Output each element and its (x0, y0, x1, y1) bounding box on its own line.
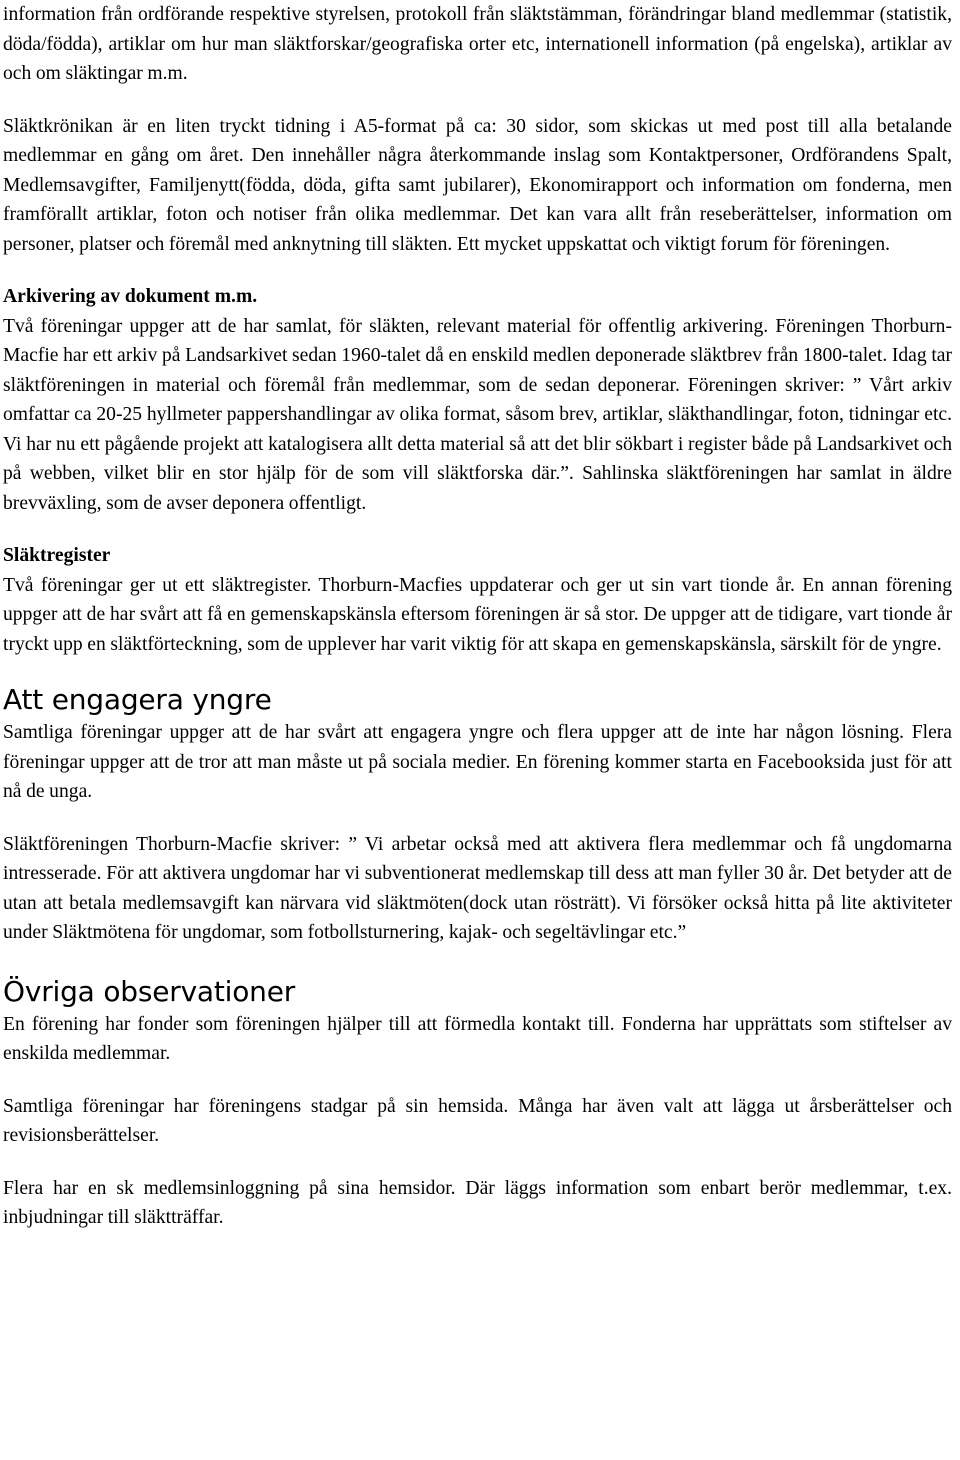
spacer (3, 1151, 952, 1174)
paragraph-slaktkronikan: Släktkrönikan är en liten tryckt tidning i A5-format på ca: 30 sidor, som skickas ut med post till alla betalande medlemmar en gång om året. Den innehåller några återkommande inslag som Kontaktpersoner, Ordförandens Spalt, Medlemsavgifter, Familjenytt(födda, döda, gifta samt jubilarer), Ekonomirapport och information om fonderna, men framförallt artiklar, foton och notiser från olika medlemmar. Det kan vara allt från reseberättelser, information om personer, platser och föremål med anknytning till släkten. Ett mycket uppskattat och viktigt forum för föreningen. (3, 115, 952, 255)
paragraph-fonder: En förening har fonder som föreningen hjälper till att förmedla kontakt till. Fonderna har upprättats som stiftelser av enskilda medlemmar. (3, 1013, 952, 1064)
paragraph-engagera-yngre: Samtliga föreningar uppger att de har svårt att engagera yngre och flera uppger att de inte har någon lösning. Flera föreningar uppger att de tror att man måste ut på sociala medier. En förening kommer starta en Facebooksida just för att nå de unga. (3, 722, 952, 802)
heading-ovriga-observationer: Övriga observationer (3, 974, 296, 1008)
spacer (3, 807, 952, 830)
spacer (3, 89, 952, 112)
paragraph-medlemsinloggning: Flera har en sk medlemsinloggning på sina hemsidor. Där läggs information som enbart berör medlemmar, t.ex. inbjudningar till släktträffar. (3, 1177, 952, 1228)
heading-arkivering: Arkivering av dokument m.m. (3, 286, 258, 307)
spacer (3, 659, 952, 682)
paragraph-thorburn-macfie-quote: Släktföreningen Thorburn-Macfie skriver: ” Vi arbetar också med att aktivera flera medlemmar och få ungdomarna intresserade. För att aktivera ungdomar har vi subventionerat medlemskap till dess att man fyller 30 år. Det betyder att de utan att betala medlemsavgift kan närvara vid släktmöten(dock utan rösträtt). Vi försöker också hitta på lite aktiviteter under Släktmötena för ungdomar, som fotbollsturnering, kajak- och segeltävlingar etc.” (3, 833, 952, 943)
spacer (3, 259, 952, 282)
spacer (3, 518, 952, 541)
paragraph-stadgar: Samtliga föreningar har föreningens stadgar på sin hemsida. Många har även valt att lägga ut årsberättelser och revisionsberättelser. (3, 1095, 952, 1146)
paragraph-slaktregister: Två föreningar ger ut ett släktregister. Thorburn-Macfies uppdaterar och ger ut sin vart tionde år. En annan förening uppger att de har svårt att få en gemenskapskänsla eftersom föreningen är så stor. De uppger att de tidigare, vart tionde år tryckt upp en släktförteckning, som de upplever har varit viktig för att skapa en gemenskapskänsla, särskilt för de yngre. (3, 574, 952, 655)
spacer (3, 1069, 952, 1092)
paragraph-arkivering: Två föreningar uppger att de har samlat, för släkten, relevant material för offentlig arkivering. Föreningen Thorburn-Macfie har ett arkiv på Landsarkivet sedan 1960-talet då en enskild medlen deponerade släktbrev från 1800-talet. Idag tar släktföreningen in material och föremål från medlemmar, som de sedan deponerar. Föreningen skriver: ” Vårt arkiv omfattar ca 20-25 hyllmeter pappershandlingar av olika format, såsom brev, artiklar, släkthandlingar, foton, tidningar etc. Vi har nu ett pågående projekt att katalogisera allt detta material så att det blir sökbart i register både på Landsarkivet och på webben, vilket blir en stor hjälp för de som vill släktforska där.”. Sahlinska släktföreningen har samlat in äldre brevväxling, som de avser deponera offentligt. (3, 315, 952, 514)
heading-slaktregister: Släktregister (3, 545, 111, 566)
paragraph-newsletter-contents: information från ordförande respektive styrelsen, protokoll från släktstämman, förändringar bland medlemmar (statistik, döda/födda), artiklar om hur man släktforskar/geografiska orter etc, internationell information (på engelska), artiklar av och om släktingar m.m. (3, 4, 952, 84)
spacer (3, 948, 952, 974)
heading-engagera-yngre: Att engagera yngre (3, 683, 272, 716)
